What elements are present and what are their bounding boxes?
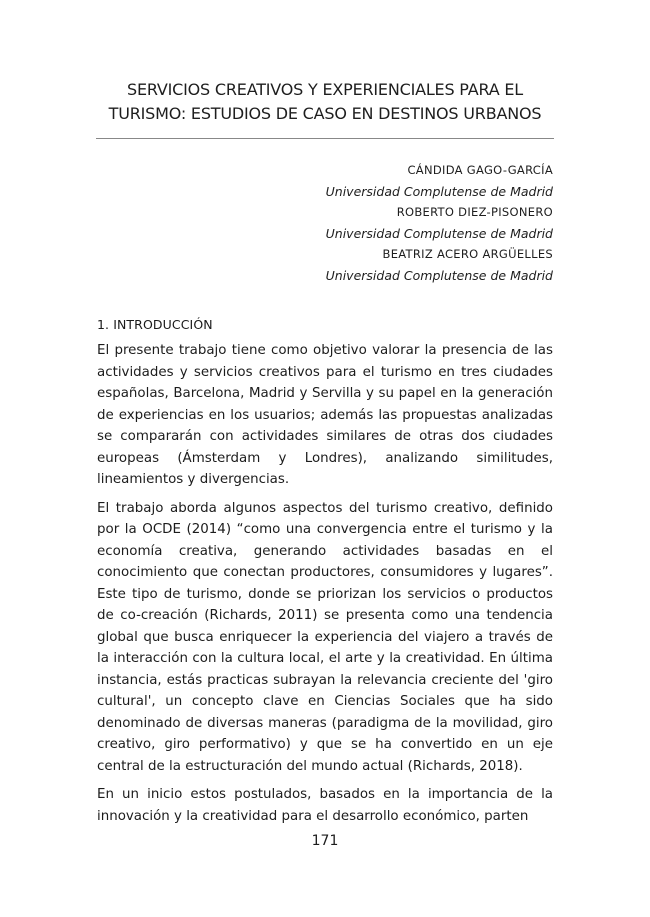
author-affiliation: Universidad Complutense de Madrid xyxy=(325,268,553,283)
paragraph: En un inicio estos postulados, basados en la importancia de la innovación y la creatividad para el desarrollo económico, parten xyxy=(97,787,553,824)
body-text xyxy=(97,340,553,834)
author-name: ROBERTO DIEZ-PISONERO xyxy=(396,205,553,219)
paragraph: El trabajo aborda algunos aspectos del turismo creativo, definido por la OCDE (2014) “como una convergencia entre el turismo y la economía creativa, generando actividades basadas en el conocimiento que conectan productores, consumidores y lugares”. Este tipo de turismo, donde se priorizan los servicios o productos de co-creación (Richards, 2011) se presenta como una tendencia global que busca enriquecer la experiencia del viajero a través de la interacción con la cultura local, el arte y la creatividad. En última instancia, estás practicas subrayan la relevancia creciente del 'giro cultural', un concepto clave en Ciencias Sociales que ha sido denominado de diversas maneras (paradigma de la movilidad, giro creativo, giro performativo) y que se ha convertido en un eje central de la estructuración del mundo actual (Richards, 2018). xyxy=(97,500,553,774)
author-name: CÁNDIDA GAGO-GARCÍA xyxy=(407,163,553,177)
paper-title xyxy=(96,78,554,126)
author-affiliation: Universidad Complutense de Madrid xyxy=(325,226,553,241)
author-name: BEATRIZ ACERO ARGÜELLES xyxy=(382,247,553,261)
paper-title-line-2: TURISMO: ESTUDIOS DE CASO EN DESTINOS URBANOS xyxy=(108,104,542,123)
section-heading: 1. INTRODUCCIÓN xyxy=(97,317,213,332)
title-divider xyxy=(96,138,554,139)
author-block xyxy=(300,160,553,286)
paper-title-line-1: SERVICIOS CREATIVOS Y EXPERIENCIALES PARA EL xyxy=(127,80,523,99)
author-affiliation: Universidad Complutense de Madrid xyxy=(325,184,553,199)
page-number: 171 xyxy=(311,833,339,849)
paragraph: El presente trabajo tiene como objetivo valorar la presencia de las actividades y servicios creativos para el turismo en tres ciudades españolas, Barcelona, Madrid y Servilla y su papel en la generación de experiencias en los usuarios; además las propuestas analizadas se compararán con actividades similares de otras dos ciudades europeas (Ámsterdam y Londres), analizando similitudes, lineamientos y divergencias. xyxy=(97,343,553,487)
